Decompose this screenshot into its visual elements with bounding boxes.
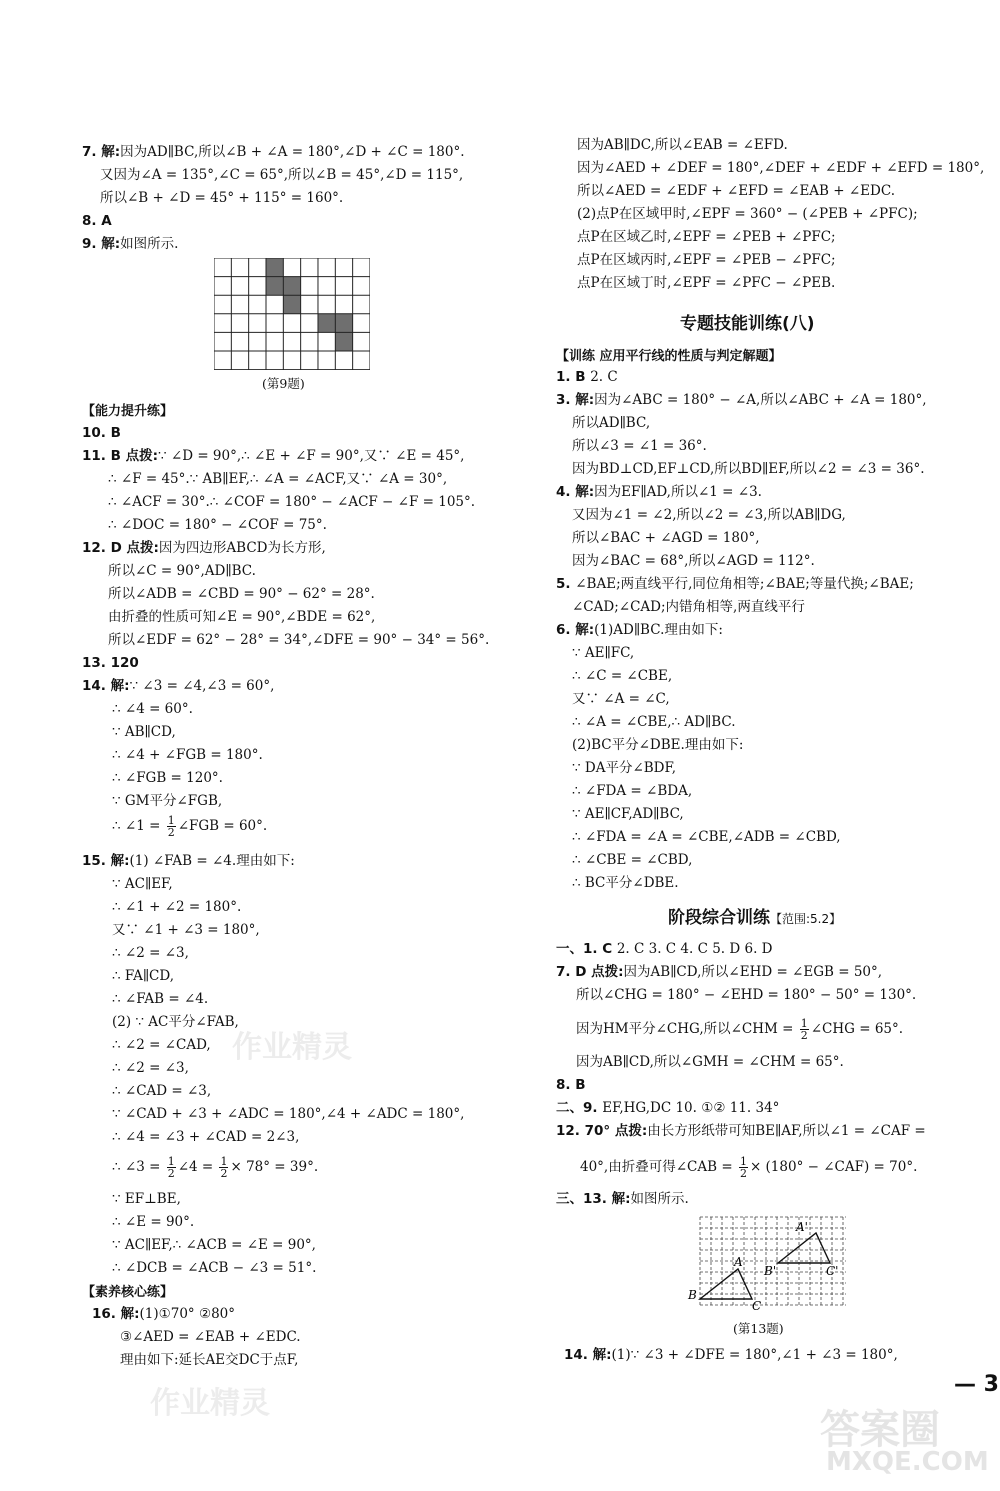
right-line-3: (2)点P在区域甲时,∠EPF = 360° − (∠PEB + ∠PFC); [577,206,918,222]
shaded-cell-5 [335,314,352,333]
left-line-33: ∵ ∠CAD + ∠3 + ∠ADC = 180°,∠4 + ∠ADC = 180°, [112,1106,465,1122]
right-line-34 [556,1076,586,1094]
left-line-40: ③∠AED = ∠EAB + ∠EDC. [120,1329,301,1345]
frac-num: 1 [800,1017,808,1030]
right-line-25: ∴ ∠FDA = ∠BDA, [572,783,693,799]
left-line-2: 所以∠B + ∠D = 45° + 115° = 160°. [100,190,344,206]
question-number: 6. 解: [556,622,595,638]
label-C: C [752,1299,762,1311]
frac-mid: ∠4 = [177,1159,218,1175]
answer-text: 由长方形纸带可知BE∥AF,所以∠1 = ∠CAF = [647,1123,926,1139]
left-line-4 [82,235,178,253]
right-line-1: 因为∠AED + ∠DEF = 180°,∠DEF + ∠EDF + ∠EFD = 180°, [577,160,985,176]
frac-pre: 40°,由折叠可得∠CAB = [580,1159,737,1175]
left-line-3 [82,212,112,230]
question-number: 8. B [556,1077,586,1093]
right-line-4: 点P在区域乙时,∠EPF = ∠PEB + ∠PFC; [577,229,836,245]
figure-13-caption: (第13题) [733,1321,784,1336]
label-B-prime: B' [764,1264,777,1278]
question-number: 9. 解: [82,236,121,252]
left-line-6 [82,447,464,465]
question-number: 16. 解: [92,1306,140,1322]
answer-text: EF,HG,DC 10. ①② 11. 34° [602,1100,780,1116]
line-14-fraction [112,815,267,838]
right-line-27: ∴ ∠FDA = ∠A = ∠CBE,∠ADB = ∠CBD, [572,829,841,845]
frac-num: 1 [739,1155,747,1168]
shaded-cell-1 [266,277,283,296]
frac-post: ∠FGB = 60°. [177,818,268,834]
answer-text: (1)①70° ②80° [139,1306,235,1322]
answer-text: 因为四边形ABCD为长方形, [158,540,326,556]
left-line-24: ∴ ∠1 + ∠2 = 180°. [112,899,242,915]
left-line-35: ∵ EF⊥BE, [112,1191,181,1207]
line-r7-fraction [576,1018,903,1041]
answer-text: ∵ ∠D = 90°,∴ ∠E + ∠F = 90°,又∵ ∠E = 45°, [158,448,465,464]
right-line-7 [556,368,618,386]
question-number: 3. 解: [556,392,595,408]
heading-stage-training [668,903,841,928]
right-line-32: 所以∠CHG = 180° − ∠EHD = 180° − 50° = 130°. [576,987,917,1003]
question-number: 12. D 点拨: [82,540,159,556]
question-number: 14. 解: [564,1347,612,1363]
right-line-0: 因为AB∥DC,所以∠EAB = ∠EFD. [577,137,788,153]
right-line-9: 所以AD∥BC, [572,415,651,431]
answer-text: 如图所示. [120,236,179,252]
left-line-13: 由折叠的性质可知∠E = 90°,∠BDE = 62°, [108,609,376,625]
question-number: 11. B 点拨: [82,448,159,464]
right-line-28: ∴ ∠CBE = ∠CBD, [572,852,693,868]
right-line-15: 因为∠BAC = 68°,所以∠AGD = 112°. [572,553,815,569]
right-line-23: (2)BC平分∠DBE.理由如下: [572,737,744,753]
figure-9-gridlines [214,258,370,370]
section-core: 【素养核心练】 [82,1285,174,1300]
left-line-15 [82,654,139,672]
left-line-36: ∴ ∠E = 90°. [112,1214,195,1230]
right-line-18 [556,621,723,639]
left-line-30: ∴ ∠2 = ∠CAD, [112,1037,211,1053]
left-line-23: ∵ AC∥EF, [112,876,173,892]
left-line-26: ∴ ∠2 = ∠3, [112,945,189,961]
left-line-1: 又因为∠A = 135°,∠C = 65°,所以∠B = 45°,∠D = 115°, [100,167,464,183]
right-line-31 [556,963,882,981]
answer-text: 因为∠ABC = 180° − ∠A,所以∠ABC + ∠A = 180°, [594,392,927,408]
watermark-3: 答案圈 [820,1407,940,1453]
right-line-33: 因为AB∥CD,所以∠GMH = ∠CHM = 65°. [576,1054,844,1070]
frac-post: × 78° = 39°. [230,1159,319,1175]
left-line-39 [92,1305,235,1323]
shaded-cell-3 [283,295,300,314]
answer-text: (1) ∠FAB = ∠4.理由如下: [129,853,295,869]
right-line-26: ∵ AE∥CF,AD∥BC, [572,806,684,822]
right-line-5: 点P在区域丙时,∠EPF = ∠PEB − ∠PFC; [577,252,836,268]
frac-post: ∠CHG = 65°. [810,1021,904,1037]
fraction [739,1156,748,1179]
fraction [219,1156,228,1179]
right-line-2: 所以∠AED = ∠EDF + ∠EFD = ∠EAB + ∠EDC. [577,183,895,199]
right-line-30 [556,940,773,958]
frac-pre: ∴ ∠3 = [112,1159,165,1175]
right-line-12 [556,483,762,501]
frac-num: 1 [167,814,175,827]
right-line-6: 点P在区域丁时,∠EPF = ∠PFC − ∠PEB. [577,275,836,291]
right-line-37 [556,1190,689,1208]
left-line-16 [82,677,274,695]
frac-pre: 因为HM平分∠CHG,所以∠CHM = [576,1021,798,1037]
heading-stage-range: 【范围:5.2】 [770,912,842,926]
shaded-cell-4 [318,314,335,333]
answer-text: 因为EF∥AD,所以∠1 = ∠3. [594,484,762,500]
watermark-1: 作业精灵 [232,1030,352,1065]
question-number: 三、13. 解: [556,1191,631,1207]
left-line-10 [82,539,326,557]
section-train: 【训练 应用平行线的性质与判定解题】 [556,349,782,364]
figure-9-shaded-cells [266,258,353,351]
question-number: 10. B [82,425,121,441]
figure-9-caption: (第9题) [262,376,305,391]
left-line-32: ∴ ∠CAD = ∠3, [112,1083,212,1099]
left-line-12: 所以∠ADB = ∠CBD = 90° − 62° = 28°. [108,586,375,602]
heading-stage-title: 阶段综合训练 [668,908,770,928]
left-line-41: 理由如下:延长AE交DC于点F, [120,1352,299,1368]
right-line-11: 因为BD⊥CD,EF⊥CD,所以BD∥EF,所以∠2 = ∠3 = 36°. [572,461,925,477]
left-line-28: ∴ ∠FAB = ∠4. [112,991,209,1007]
left-line-37: ∵ AC∥EF,∴ ∠ACB = ∠E = 90°, [112,1237,316,1253]
question-number: 4. 解: [556,484,595,500]
answer-text: 如图所示. [630,1191,689,1207]
left-line-31: ∴ ∠2 = ∠3, [112,1060,189,1076]
figure-13-diagram [686,1215,850,1311]
fraction [167,1156,176,1179]
question-number: 15. 解: [82,853,130,869]
left-line-5 [82,424,121,442]
right-line-21: 又∵ ∠A = ∠C, [572,691,670,707]
answer-text: ∠BAE;两直线平行,同位角相等;∠BAE;等量代换;∠BAE; [575,576,914,592]
left-line-19: ∴ ∠4 + ∠FGB = 180°. [112,747,263,763]
frac-post: × (180° − ∠CAF) = 70°. [749,1159,918,1175]
left-line-11: 所以∠C = 90°,AD∥BC. [108,563,256,579]
line-r12-fraction [580,1156,917,1179]
question-number: 一、1. C [556,941,617,957]
answer-text: 因为AB∥CD,所以∠EHD = ∠EGB = 50°, [623,964,883,980]
answer-text: 因为AD∥BC,所以∠B + ∠A = 180°,∠D + ∠C = 180°. [120,144,465,160]
section-ability: 【能力提升练】 [82,404,174,419]
frac-den: 2 [167,1167,175,1180]
figure-13-dashed-grid [700,1217,846,1307]
left-line-18: ∵ AB∥CD, [112,724,176,740]
label-B: B [688,1288,697,1302]
left-line-27: ∴ FA∥CD, [112,968,175,984]
right-line-14: 所以∠BAC + ∠AGD = 180°, [572,530,760,546]
answer-text: 2. C 3. C 4. C 5. D 6. D [616,941,773,957]
label-C-prime: C' [826,1264,839,1278]
question-number: 8. A [82,213,112,229]
left-line-7: ∴ ∠F = 45°.∵ AB∥EF,∴ ∠A = ∠ACF,又∵ ∠A = 30°, [108,471,448,487]
question-number: 12. 70° 点拨: [556,1123,648,1139]
frac-num: 1 [167,1155,175,1168]
left-line-38: ∴ ∠DCB = ∠ACB − ∠3 = 51°. [112,1260,317,1276]
right-line-24: ∵ DA平分∠BDF, [572,760,677,776]
left-line-9: ∴ ∠DOC = 180° − ∠COF = 75°. [108,517,327,533]
right-line-22: ∴ ∠A = ∠CBE,∴ AD∥BC. [572,714,736,730]
right-line-36 [556,1122,926,1140]
fraction [167,815,176,838]
frac-den: 2 [739,1167,747,1180]
question-number: 7. D 点拨: [556,964,624,980]
right-line-38 [564,1346,898,1364]
heading-special-training: 专题技能训练(八) [680,314,815,334]
page-number: — 3 [954,1372,999,1397]
left-line-17: ∴ ∠4 = 60°. [112,701,193,717]
answer-text: (1)AD∥BC.理由如下: [594,622,723,638]
right-line-8 [556,391,927,409]
left-line-8: ∴ ∠ACF = 30°.∴ ∠COF = 180° − ∠ACF − ∠F = 105°. [108,494,476,510]
left-line-25: 又∵ ∠1 + ∠3 = 180°, [112,922,260,938]
question-number: 7. 解: [82,144,121,160]
figure-9-grid [214,258,370,370]
right-line-17: ∠CAD;∠CAD;内错角相等,两直线平行 [572,599,805,615]
right-line-10: 所以∠3 = ∠1 = 36°. [572,438,707,454]
right-line-16 [556,575,914,593]
left-line-34: ∴ ∠4 = ∠3 + ∠CAD = 2∠3, [112,1129,300,1145]
question-number: 13. 120 [82,655,139,671]
frac-den: 2 [800,1029,808,1042]
answer-text: (1)∵ ∠3 + ∠DFE = 180°,∠1 + ∠3 = 180°, [611,1347,898,1363]
left-line-0 [82,143,465,161]
left-line-14: 所以∠EDF = 62° − 28° = 34°,∠DFE = 90° − 34° = 56°. [108,632,490,648]
shaded-cell-0 [266,258,283,277]
question-number: 14. 解: [82,678,130,694]
left-line-20: ∴ ∠FGB = 120°. [112,770,223,786]
right-line-13: 又因为∠1 = ∠2,所以∠2 = ∠3,所以AB∥DG, [572,507,846,523]
frac-num: 1 [220,1155,228,1168]
line-15-fraction [112,1156,318,1179]
watermark-4: MXQE.COM [826,1447,989,1477]
answer-text: 2. C [590,369,618,385]
shaded-cell-6 [335,332,352,351]
left-line-21: ∵ GM平分∠FGB, [112,793,223,809]
right-line-29: ∴ BC平分∠DBE. [572,875,679,891]
right-line-35 [556,1099,779,1117]
shaded-cell-2 [283,277,300,296]
answer-text: ∵ ∠3 = ∠4,∠3 = 60°, [129,678,275,694]
left-line-29: (2) ∵ AC平分∠FAB, [112,1014,239,1030]
question-number: 1. B [556,369,591,385]
frac-pre: ∴ ∠1 = [112,818,165,834]
right-line-19: ∵ AE∥FC, [572,645,635,661]
question-number: 二、9. [556,1100,603,1116]
left-line-22 [82,852,295,870]
right-line-20: ∴ ∠C = ∠CBE, [572,668,673,684]
fraction [800,1018,809,1041]
watermark-2: 作业精灵 [150,1386,270,1421]
triangle-abc-translated [778,1233,830,1263]
frac-den: 2 [220,1167,228,1180]
question-number: 5. [556,576,576,592]
frac-den: 2 [167,826,175,839]
label-A: A [734,1255,743,1269]
label-A-prime: A' [796,1220,808,1234]
